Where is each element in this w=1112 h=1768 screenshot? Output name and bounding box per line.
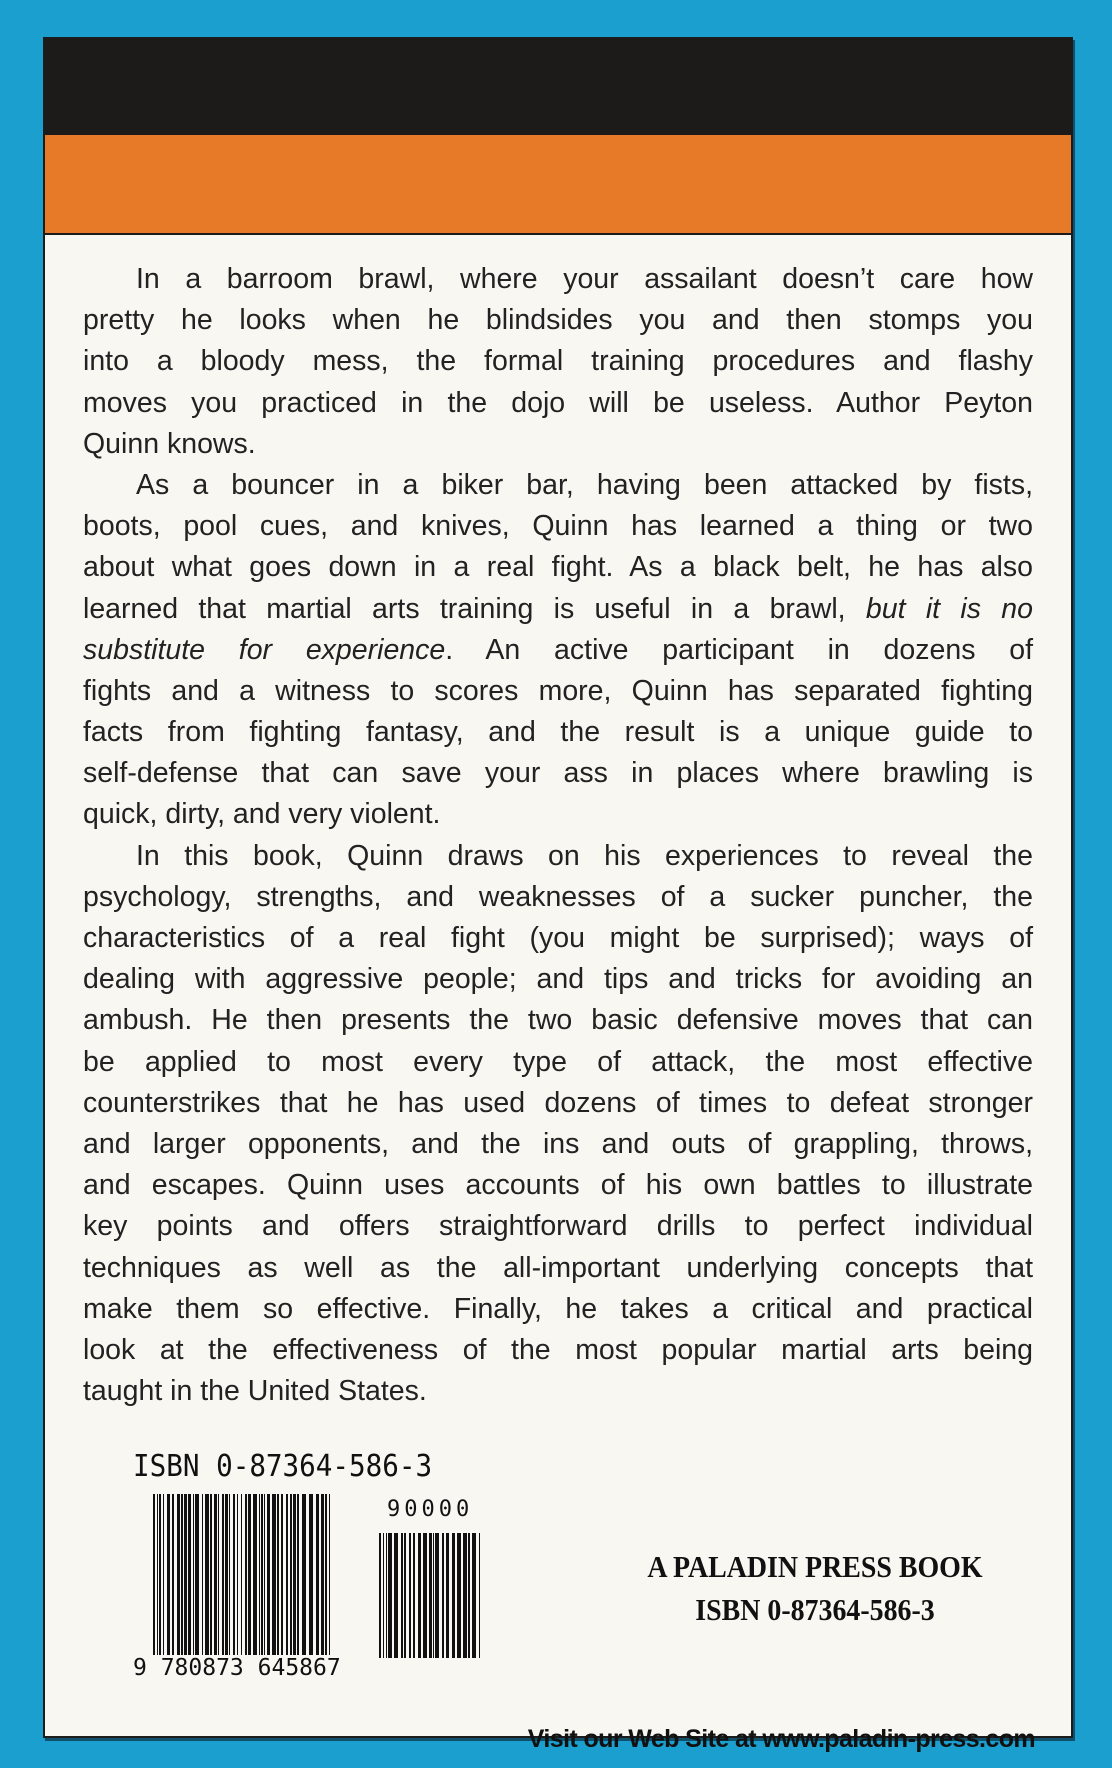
barcode-bar [167, 1494, 170, 1659]
barcode-bar [290, 1494, 292, 1659]
barcode-bar [281, 1494, 283, 1659]
barcode-bar [159, 1494, 161, 1659]
barcode-bar [264, 1494, 265, 1659]
barcode-bar [418, 1533, 421, 1658]
blurb-text: and escapes. Quinn uses accounts of his own battles to illustrate [83, 1169, 1033, 1202]
barcode-bar [259, 1494, 260, 1659]
barcode-bar [379, 1533, 381, 1658]
blurb-text: into a bloody mess, the formal training procedures and flashy [83, 345, 1033, 378]
blurb-line [83, 1206, 1033, 1247]
blurb-line [83, 1124, 1033, 1165]
black-band [45, 39, 1071, 135]
blurb-line [83, 424, 1033, 465]
barcode-bar [386, 1533, 387, 1658]
barcode-bar [153, 1494, 155, 1659]
barcode-bar [394, 1533, 398, 1658]
blurb-line [83, 959, 1033, 1000]
barcode-bar [172, 1494, 174, 1659]
emphasis-text: but it is no [865, 592, 1034, 625]
blurb-text: quick, dirty, and very violent. [83, 798, 441, 831]
blurb-text: key points and offers straightforward drills to perfect individual [83, 1210, 1033, 1243]
blurb-text: characteristics of a real fight (you might be surprised); ways of [83, 922, 1033, 954]
barcode-bar [272, 1494, 276, 1659]
barcode-bar [245, 1494, 247, 1659]
blurb-line [83, 1000, 1033, 1041]
barcode-bar [413, 1533, 415, 1658]
barcode-bar [435, 1533, 439, 1658]
blurb-text: be applied to most every type of attack, the most effective [83, 1045, 1033, 1078]
blurb-text: make them so effective. Finally, he takes a critical and practical [83, 1292, 1033, 1325]
orange-band [45, 135, 1071, 235]
blurb-line [83, 1371, 1033, 1412]
blurb-text: self-defense that can save your ass in places where brawling is [83, 757, 1033, 790]
barcode-bar [297, 1494, 299, 1659]
barcode-bar [329, 1494, 330, 1659]
barcode-bar [237, 1494, 238, 1659]
back-cover-panel [43, 37, 1073, 1753]
blurb-line [83, 877, 1033, 918]
barcode-bar [218, 1494, 219, 1659]
barcode-bar [325, 1494, 327, 1659]
blurb-text: Quinn knows. [83, 427, 256, 460]
barcode-bar [157, 1494, 158, 1659]
barcode-bar [195, 1494, 199, 1659]
blurb-line [83, 1042, 1033, 1083]
barcode-bar [309, 1494, 313, 1659]
blurb-line [83, 712, 1033, 753]
barcode-bar [446, 1533, 449, 1658]
blurb-line [83, 300, 1033, 341]
addon-digits: 90000 [387, 1497, 474, 1522]
blurb-text: about what goes down in a real fight. As a black belt, he has also [83, 551, 1033, 584]
blurb-text: ambush. He then presents the two basic defensive moves that can [83, 1004, 1033, 1037]
blurb-text: dealing with aggressive people; and tips and tricks for avoiding an [83, 963, 1033, 996]
barcode-bar [222, 1494, 224, 1659]
blurb-line [83, 630, 1033, 671]
blurb-text: learned that martial arts training is useful in a brawl, [83, 592, 866, 625]
blurb-line [83, 465, 1033, 506]
blurb-line [83, 671, 1033, 712]
barcode-bar [479, 1533, 480, 1658]
blurb-text: As a bouncer in a biker bar, having been attacked by fists, [136, 468, 1033, 501]
barcode-bar [202, 1494, 203, 1659]
publisher-isbn: ISBN 0-87364-586-3 [695, 1592, 935, 1627]
blurb-text: pretty he looks when he blindsides you and then stomps you [83, 304, 1033, 337]
blurb-line [83, 383, 1033, 424]
barcode-bar [267, 1494, 270, 1659]
blurb-text: counterstrikes that he has used dozens of times to defeat stronger [83, 1086, 1033, 1119]
barcode-bar [383, 1533, 384, 1658]
blurb-line [83, 836, 1033, 877]
blurb-text: psychology, strengths, and weaknesses of a sucker puncher, the [83, 880, 1033, 913]
blurb-line [83, 341, 1033, 382]
barcode-bar [193, 1494, 194, 1659]
barcode-bar [233, 1494, 235, 1659]
blurb-line [83, 753, 1033, 794]
blurb-line [83, 1165, 1033, 1206]
blurb-line [83, 918, 1033, 959]
blurb-text: and larger opponents, and the ins and outs of grappling, throws, [83, 1127, 1033, 1160]
barcode-bar [225, 1494, 228, 1659]
barcode-bar [401, 1533, 403, 1658]
barcode-bar [321, 1494, 324, 1659]
barcode-isbn-label: ISBN 0-87364-586-3 [133, 1449, 433, 1484]
blurb-line [83, 1083, 1033, 1124]
ean-barcode [153, 1494, 333, 1659]
blurb-text: techniques as well as the all-important underlying concepts that [83, 1251, 1033, 1284]
barcode-bar [409, 1533, 411, 1658]
blurb-line [83, 1289, 1033, 1330]
barcode-bar [229, 1494, 230, 1659]
barcode-bar [388, 1533, 392, 1658]
blurb-text: fights and a witness to scores more, Quinn has separated fighting [83, 674, 1033, 707]
blurb-text: look at the effectiveness of the most popular martial arts being [83, 1333, 1033, 1366]
barcode-bar [277, 1494, 279, 1659]
barcode-bar [253, 1494, 257, 1659]
blurb-text: In this book, Quinn draws on his experiences to reveal the [136, 839, 1033, 872]
barcode-bar [404, 1533, 406, 1658]
blurb-text: taught in the United States. [83, 1375, 427, 1408]
addon-barcode [379, 1533, 483, 1658]
barcode-bar [472, 1533, 476, 1658]
barcode-bar [248, 1494, 251, 1659]
barcode-bar [163, 1494, 164, 1659]
barcode-bar [177, 1494, 180, 1659]
cover-blurb [83, 259, 1033, 1412]
blurb-line [83, 794, 1033, 835]
blurb-text: moves you practiced in the dojo will be useless. Author Peyton [83, 386, 1033, 419]
ean-digits: 9 780873 645867 [133, 1655, 341, 1681]
barcode-bar [241, 1494, 242, 1659]
barcode-bar [286, 1494, 288, 1659]
barcode-bar [423, 1533, 427, 1658]
barcode-bar [205, 1494, 209, 1659]
barcode-bar [468, 1533, 470, 1658]
barcode-bar [293, 1494, 296, 1659]
barcode-bar [261, 1494, 263, 1659]
barcode-bar [452, 1533, 455, 1658]
emphasis-text: substitute for experience [83, 633, 446, 666]
barcode-bar [302, 1494, 306, 1659]
barcode-bar [181, 1494, 183, 1659]
blurb-line [83, 506, 1033, 547]
blurb-line [83, 547, 1033, 588]
blurb-text: facts from fighting fantasy, and the result is a unique guide to [83, 716, 1033, 749]
barcode-bar [188, 1494, 191, 1659]
blurb-line [83, 259, 1033, 300]
blurb-text: . An active participant in dozens of [445, 633, 1034, 666]
blurb-line [83, 1248, 1033, 1289]
publisher-line: A PALADIN PRESS BOOK [647, 1549, 983, 1584]
barcode-bar [457, 1533, 461, 1658]
barcode-bar [463, 1533, 467, 1658]
barcode-bar [442, 1533, 444, 1658]
barcode-bar [433, 1533, 434, 1658]
blurb-line [83, 1330, 1033, 1371]
website-link[interactable]: Visit our Web Site at www.paladin-press.com [527, 1725, 1035, 1753]
barcode-bar [210, 1494, 212, 1659]
barcode-bar [214, 1494, 217, 1659]
barcode-bar [429, 1533, 432, 1658]
blurb-text: In a barroom brawl, where your assailant doesn’t care how [136, 263, 1033, 295]
barcode-bar [184, 1494, 187, 1659]
barcode-bar [316, 1494, 319, 1659]
blurb-line [83, 589, 1033, 630]
blurb-text: boots, pool cues, and knives, Quinn has learned a thing or two [83, 510, 1033, 543]
